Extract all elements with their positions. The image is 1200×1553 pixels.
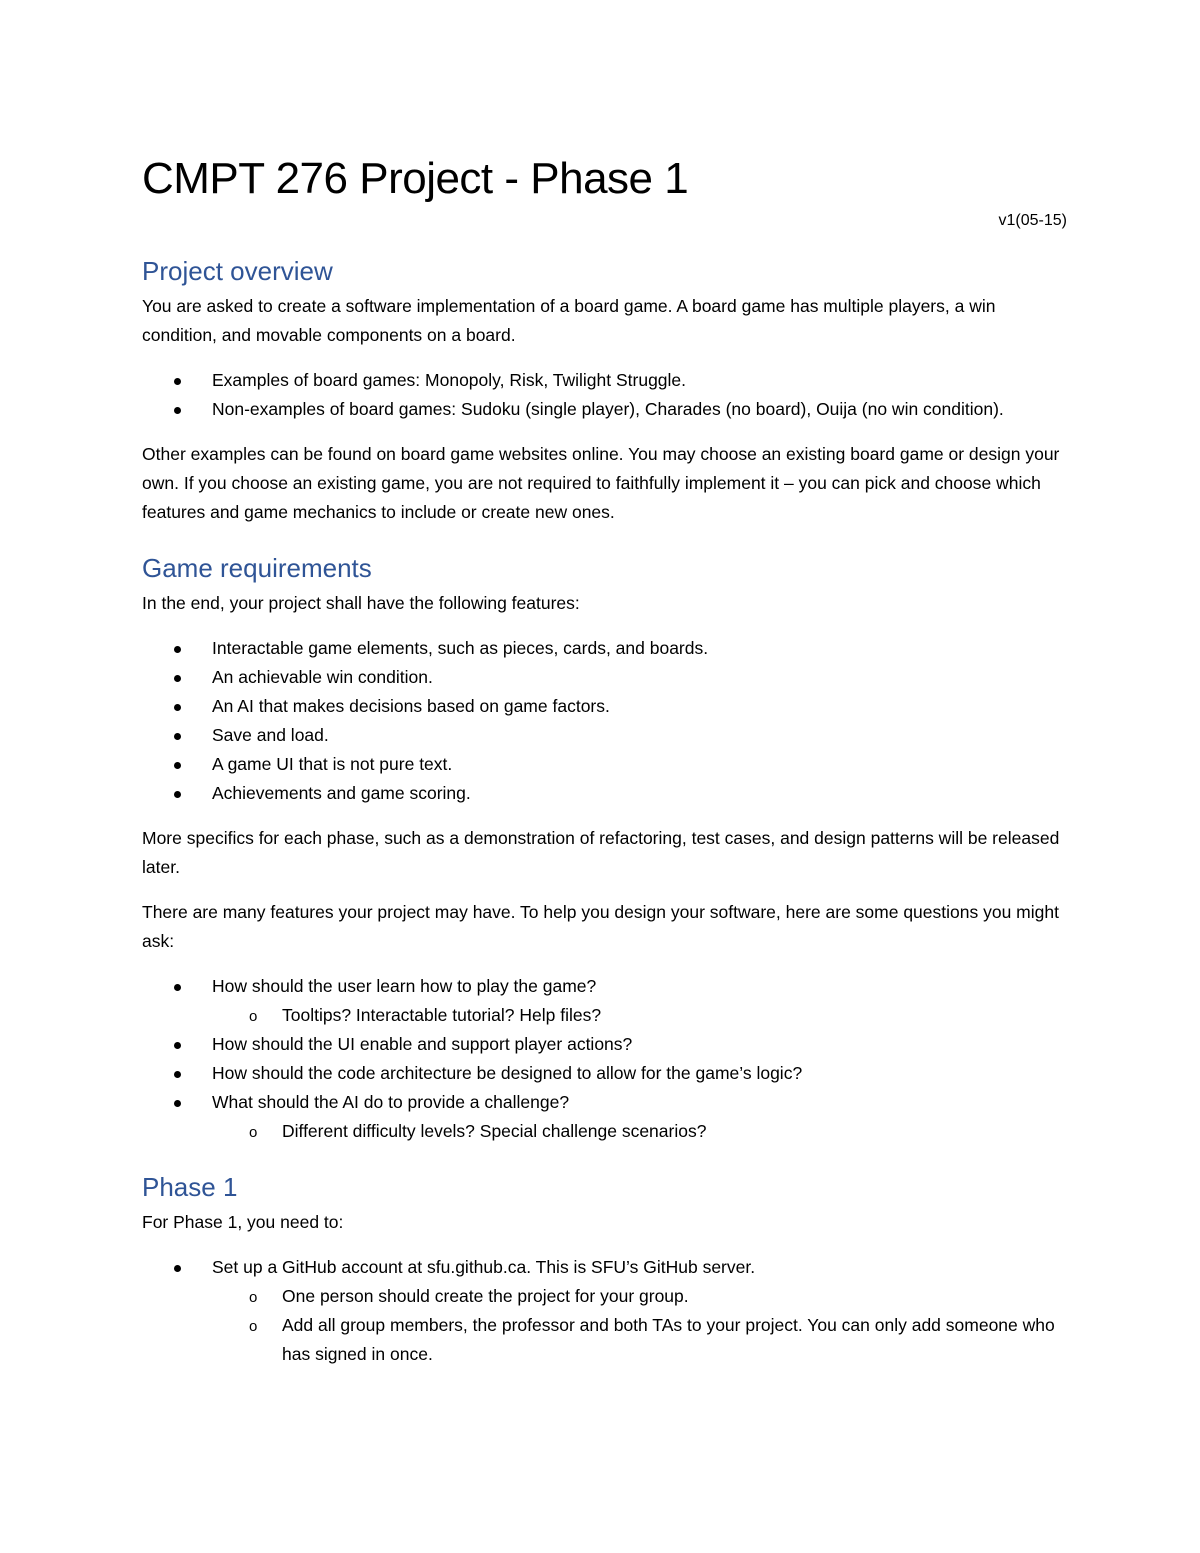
sub-list-item: o Different difficulty levels? Special challenge scenarios? — [212, 1117, 1067, 1146]
list-item: What should the AI do to provide a challenge? o Different difficulty levels? Special challenge scenarios? — [142, 1088, 1067, 1146]
bullet-icon — [174, 791, 181, 798]
list-item: Non-examples of board games: Sudoku (single player), Charades (no board), Ouija (no win condition). — [142, 395, 1067, 424]
bullet-icon — [174, 1042, 181, 1049]
version-label: v1(05-15) — [998, 212, 1067, 229]
overview-outro: Other examples can be found on board game websites online. You may choose an existing board game or design your own. If you choose an existing game, you are not required to faithfully implement it – you can pick and choose which features and game mechanics to include or create new ones. — [142, 444, 1060, 522]
hollow-bullet-icon: o — [249, 1008, 258, 1025]
list-item: Set up a GitHub account at sfu.github.ca. This is SFU’s GitHub server. o One person should create the project for your group. o Add all group members, the professor and both TAs to your project. You can only add someone who has signed in once. — [142, 1253, 1067, 1369]
bullet-icon — [174, 1100, 181, 1107]
list-item: Achievements and game scoring. — [142, 779, 1067, 808]
bullet-icon — [174, 407, 181, 414]
requirements-para-specifics: More specifics for each phase, such as a demonstration of refactoring, test cases, and design patterns will be released later. — [142, 828, 1060, 877]
hollow-bullet-icon: o — [249, 1318, 258, 1335]
list-item: How should the user learn how to play the game? o Tooltips? Interactable tutorial? Help files? — [142, 972, 1067, 1030]
overview-intro: You are asked to create a software implementation of a board game. A board game has multiple players, a win condition, and movable components on a board. — [142, 296, 996, 345]
list-item: An achievable win condition. — [142, 663, 1067, 692]
hollow-bullet-icon: o — [249, 1289, 258, 1306]
heading-game-requirements: Game requirements — [142, 553, 372, 583]
bullet-icon — [174, 984, 181, 991]
requirements-bullet-list — [142, 634, 1067, 808]
list-item: An AI that makes decisions based on game factors. — [142, 692, 1067, 721]
bullet-icon — [174, 646, 181, 653]
phase1-task-list — [142, 1253, 1067, 1369]
bullet-icon — [174, 733, 181, 740]
list-item: How should the code architecture be designed to allow for the game’s logic? — [142, 1059, 1067, 1088]
questions-bullet-list — [142, 972, 1067, 1146]
document-page — [142, 150, 1067, 1369]
list-item: A game UI that is not pure text. — [142, 750, 1067, 779]
sub-list — [212, 1282, 1067, 1369]
phase1-intro: For Phase 1, you need to: — [142, 1212, 344, 1232]
document-title: CMPT 276 Project - Phase 1 — [142, 154, 689, 203]
list-item: Interactable game elements, such as pieces, cards, and boards. — [142, 634, 1067, 663]
overview-bullet-list — [142, 366, 1067, 424]
sub-list — [212, 1001, 1067, 1030]
list-item: Save and load. — [142, 721, 1067, 750]
bullet-icon — [174, 378, 181, 385]
sub-list-item: o One person should create the project for your group. — [212, 1282, 1067, 1311]
bullet-icon — [174, 1265, 181, 1272]
sub-list — [212, 1117, 1067, 1146]
heading-phase-1: Phase 1 — [142, 1172, 238, 1202]
sub-list-item: o Tooltips? Interactable tutorial? Help files? — [212, 1001, 1067, 1030]
requirements-intro: In the end, your project shall have the following features: — [142, 593, 580, 613]
bullet-icon — [174, 1071, 181, 1078]
bullet-icon — [174, 675, 181, 682]
sub-list-item: o Add all group members, the professor and both TAs to your project. You can only add someone who has signed in once. — [212, 1311, 1067, 1369]
list-item: How should the UI enable and support player actions? — [142, 1030, 1067, 1059]
bullet-icon — [174, 704, 181, 711]
list-item: Examples of board games: Monopoly, Risk, Twilight Struggle. — [142, 366, 1067, 395]
hollow-bullet-icon: o — [249, 1124, 258, 1141]
heading-project-overview: Project overview — [142, 256, 333, 286]
requirements-para-questions: There are many features your project may have. To help you design your software, here are some questions you might ask: — [142, 902, 1059, 951]
bullet-icon — [174, 762, 181, 769]
